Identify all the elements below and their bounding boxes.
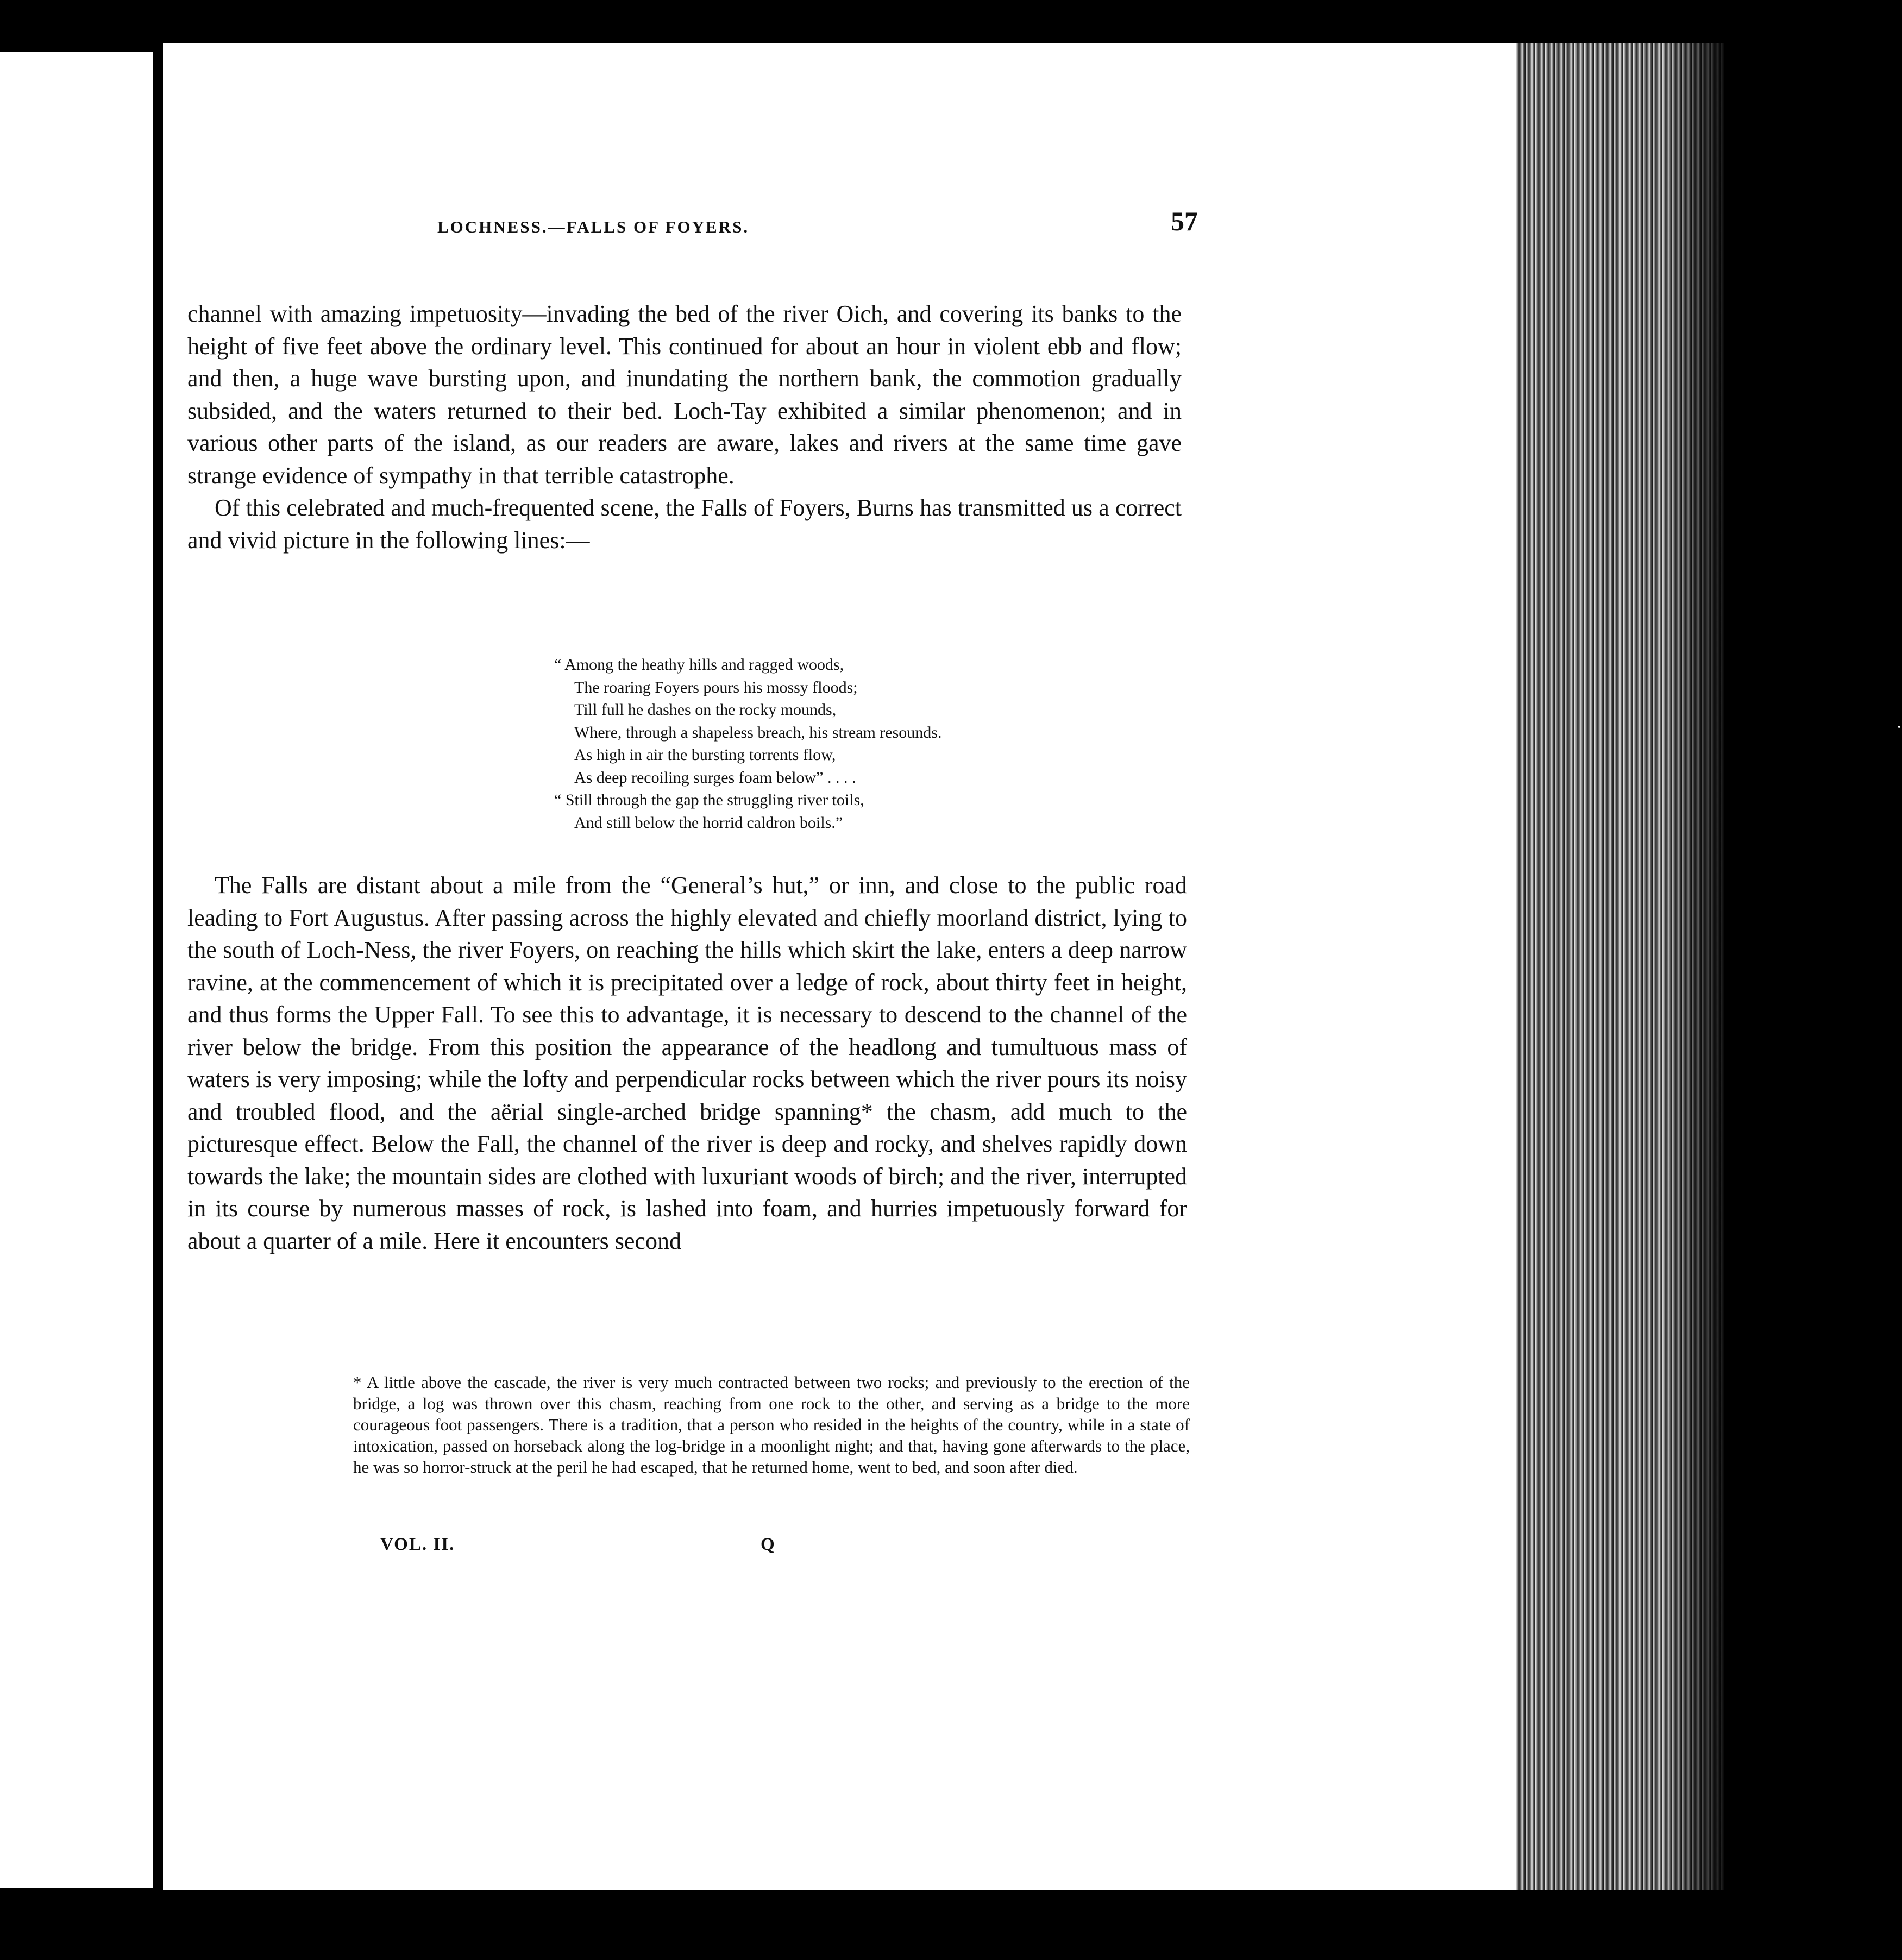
body-text-top [187,298,1182,556]
verse-line: As deep recoiling surges foam below” . . . . [574,768,856,787]
page-block-shadow [1659,43,1724,1890]
paragraph-1: channel with amazing impetuosity—invading the bed of the river Oich, and covering its banks to the height of five feet above the ordinary level. This continued for about an hour in violent ebb and flow; and then, a huge wave bursting upon, and inundating the northern bank, the commotion gradually subsided, and the waters returned to their bed. Loch-Tay exhibited a similar phenomenon; and in various other parts of the island, as our readers are aware, lakes and rivers at the same time gave strange evidence of sympathy in that terrible catastrophe. [187,300,1182,489]
scan-speck: · [1896,717,1902,737]
verse-line: The roaring Foyers pours his mossy floods; [574,678,858,696]
verse-line: “ Still through the gap the struggling river toils, [554,791,864,809]
verse-line: And still below the horrid caldron boils.” [574,813,843,832]
volume-signature: VOL. II. [380,1535,455,1554]
page-number: 57 [1171,206,1198,236]
verse-line: Where, through a shapeless breach, his stream resounds. [574,723,942,742]
paragraph-2: Of this celebrated and much-frequented scene, the Falls of Foyers, Burns has transmitted us a correct and vivid picture in the following lines:— [187,494,1182,554]
verse-line: As high in air the bursting torrents flow, [574,746,836,764]
footnote [353,1372,1190,1478]
page-header [187,205,1198,249]
running-title: LOCHNESS.—FALLS OF FOYERS. [437,217,750,236]
verse-line: “ Among the heathy hills and ragged woods, [554,656,844,674]
footnote-text: * A little above the cascade, the river is very much contracted between two rocks; and previously to the erection of the bridge, a log was thrown over this chasm, reaching from one rock to the other, and serving as a bridge to the more courageous foot passengers. There is a tradition, that a person who resided in the heights of the country, while in a state of intoxication, passed on horseback along the log-bridge in a moonlight night; and that, having gone afterwards to the place, he was so horror-struck at the peril he had escaped, that he returned home, went to bed, and soon after died. [353,1373,1190,1477]
signature-letter: Q [761,1535,775,1554]
verse-line: Till full he dashes on the rocky mounds, [574,701,837,719]
facing-page-edge [0,52,163,1888]
verse-quotation [554,654,1043,834]
paragraph-3: The Falls are distant about a mile from the “General’s hut,” or inn, and close to the public road leading to Fort Augustus. After passing across the highly elevated and chiefly moorland district, lying to the south of Loch-Ness, the river Foyers, on reaching the hills which skirt the lake, enters a deep narrow ravine, at the commencement of which it is precipitated over a ledge of rock, about thirty feet in height, and thus forms the Upper Fall. To see this to advantage, it is necessary to descend to the channel of the river below the bridge. From this position the appearance of the headlong and tumultuous mass of waters is very imposing; while the lofty and perpendicular rocks between which the river pours its noisy and troubled flood, and the aërial single-arched bridge spanning* the chasm, add much to the picturesque effect. Below the Fall, the channel of the river is deep and rocky, and shelves rapidly down towards the lake; the mountain sides are clothed with luxuriant woods of birch; and the river, interrupted in its course by numerous masses of rock, is lashed into foam, and hurries impetuously forward for about a quarter of a mile. Here it encounters second [187,872,1187,1254]
body-text-bottom [187,869,1187,1257]
